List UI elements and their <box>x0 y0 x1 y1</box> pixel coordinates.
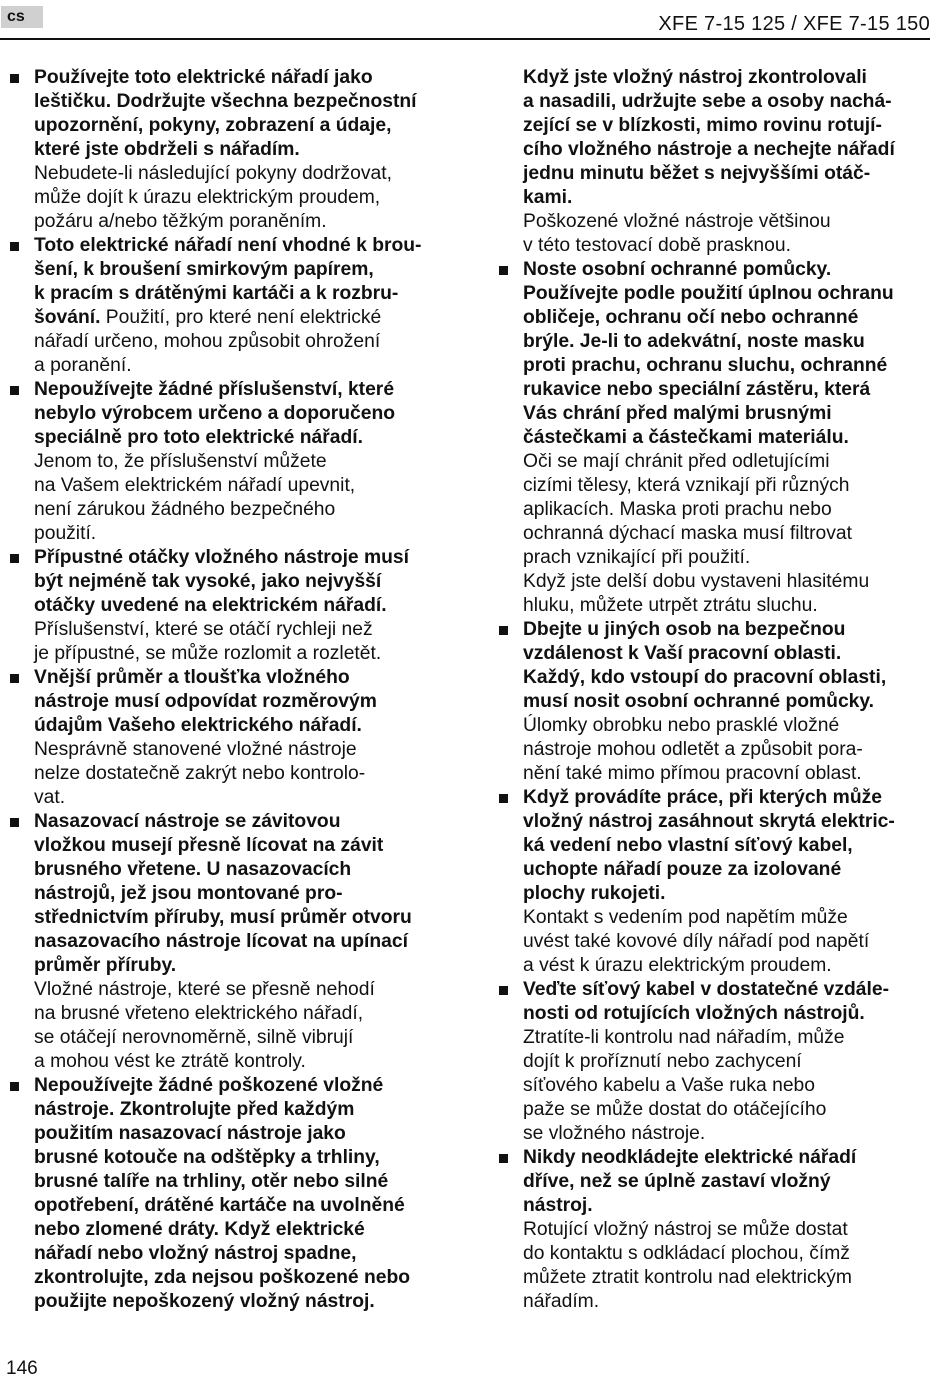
warning-text: Noste osobní ochranné pomůcky. <box>523 259 832 280</box>
warning-text: Dbejte u jiných osob na bezpečnou <box>523 619 846 640</box>
warning-text: průměr příruby. <box>34 955 177 976</box>
warning-text: a nasadili, udržujte sebe a osoby nachá- <box>523 91 892 112</box>
header-divider <box>0 38 930 40</box>
list-item <box>499 258 931 618</box>
warning-text: použijte nepoškozený vložný nástroj. <box>34 1291 375 1312</box>
square-bullet-icon <box>499 1154 508 1163</box>
square-bullet-icon <box>10 386 19 395</box>
explanation-text: se vložného nástroje. <box>523 1123 706 1144</box>
square-bullet-icon <box>10 74 19 83</box>
right-column <box>499 66 931 1314</box>
square-bullet-icon <box>499 794 508 803</box>
explanation-text: Když jste delší dobu vystaveni hlasitému <box>523 571 870 592</box>
explanation-text: Rotující vložný nástroj se může dostat <box>523 1219 848 1240</box>
explanation-text: ochranná dýchací maska musí filtrovat <box>523 523 852 544</box>
explanation-text: v této testovací době prasknou. <box>523 235 791 256</box>
warning-text: speciálně pro toto elektrické nářadí. <box>34 427 363 448</box>
explanation-text: prach vznikající při použití. <box>523 547 751 568</box>
warning-text: plochy rukojeti. <box>523 883 666 904</box>
square-bullet-icon <box>10 674 19 683</box>
list-item <box>499 618 931 786</box>
left-column <box>10 66 450 1314</box>
warning-text: upozornění, pokyny, zobrazení a údaje, <box>34 115 392 136</box>
explanation-text: je přípustné, se může rozlomit a rozletět. <box>34 643 382 664</box>
mixed-line <box>34 306 450 330</box>
warning-text: Nasazovací nástroje se závitovou <box>34 811 341 832</box>
warning-text: které jste obdrželi s nářadím. <box>34 139 300 160</box>
warning-text: opotřebení, drátěné kartáče na uvolněné <box>34 1195 405 1216</box>
explanation-text: použití. <box>34 523 97 544</box>
warning-text: Používejte podle použití úplnou ochranu <box>523 283 894 304</box>
warning-text: vložný nástroj zasáhnout skrytá elektric- <box>523 811 895 832</box>
warning-text: nástroj. <box>523 1195 593 1216</box>
warning-text: nasazovacího nástroje lícovat na upínací <box>34 931 408 952</box>
list-item <box>10 666 450 810</box>
warning-text: šování. <box>34 307 101 328</box>
explanation-text: a mohou vést ke ztrátě kontroly. <box>34 1051 306 1072</box>
explanation-text: požáru a/nebo těžkým poraněním. <box>34 211 327 232</box>
warning-text: kami. <box>523 187 573 208</box>
page-number: 146 <box>6 1358 38 1379</box>
warning-text: Vás chrání před malými brusnými <box>523 403 832 424</box>
warning-text: musí nosit osobní ochranné pomůcky. <box>523 691 875 712</box>
list-item <box>499 978 931 1146</box>
warning-text: brusné kotouče na odštěpky a trhliny, <box>34 1147 380 1168</box>
explanation-text: uvést také kovové díly nářadí pod napětí <box>523 931 870 952</box>
warning-text: obličeje, ochranu očí nebo ochranné <box>523 307 859 328</box>
square-bullet-icon <box>10 242 19 251</box>
warning-text: zkontrolujte, zda nejsou poškozené nebo <box>34 1267 411 1288</box>
list-item <box>10 66 450 234</box>
explanation-text: můžete ztratit kontrolu nad elektrickým <box>523 1267 852 1288</box>
list-item <box>499 786 931 978</box>
language-badge: cs <box>1 6 43 28</box>
explanation-text: Kontakt s vedením pod napětím může <box>523 907 848 928</box>
warning-text: cího vložného nástroje a nechejte nářadí <box>523 139 895 160</box>
warning-text: nástrojů, jež jsou montované pro- <box>34 883 343 904</box>
explanation-text: cizími tělesy, která vznikají při různých <box>523 475 850 496</box>
explanation-text: nění také mimo přímou pracovní oblast. <box>523 763 862 784</box>
explanation-text: dojít k proříznutí nebo zachycení <box>523 1051 802 1072</box>
warning-text: brýle. Je-li to adekvátní, noste masku <box>523 331 865 352</box>
square-bullet-icon <box>499 626 508 635</box>
explanation-text: vat. <box>34 787 66 808</box>
list-item <box>499 1146 931 1314</box>
warning-text: Každý, kdo vstoupí do pracovní oblasti, <box>523 667 887 688</box>
square-bullet-icon <box>10 818 19 827</box>
square-bullet-icon <box>499 266 508 275</box>
explanation-text: nástroje mohou odletět a způsobit pora- <box>523 739 863 760</box>
warning-text: brusného vřetene. U nasazovacích <box>34 859 352 880</box>
list-item <box>10 810 450 1074</box>
explanation-text: a poranění. <box>34 355 132 376</box>
explanation-text: Nesprávně stanovené vložné nástroje <box>34 739 357 760</box>
explanation-text: není zárukou žádného bezpečného <box>34 499 336 520</box>
explanation-text: nářadím. <box>523 1291 600 1312</box>
document-title: XFE 7-15 125 / XFE 7-15 150 <box>658 13 930 35</box>
explanation-text: na Vašem elektrickém nářadí upevnit, <box>34 475 356 496</box>
warning-text: otáčky uvedené na elektrickém nářadí. <box>34 595 387 616</box>
warning-text: Když provádíte práce, při kterých může <box>523 787 882 808</box>
explanation-text: Jenom to, že příslušenství můžete <box>34 451 327 472</box>
explanation-text: na brusné vřeteno elektrického nářadí, <box>34 1003 364 1024</box>
warning-text: nebylo výrobcem určeno a doporučeno <box>34 403 396 424</box>
explanation-text: Ztratíte-li kontrolu nad nářadím, může <box>523 1027 845 1048</box>
warning-text: Nikdy neodkládejte elektrické nářadí <box>523 1147 857 1168</box>
explanation-text: aplikacích. Maska proti prachu nebo <box>523 499 832 520</box>
warning-text: leštičku. Dodržujte všechna bezpečnostní <box>34 91 417 112</box>
explanation-text: hluku, můžete utrpět ztrátu sluchu. <box>523 595 818 616</box>
explanation-text: Poškozené vložné nástroje většinou <box>523 211 831 232</box>
explanation-text: Vložné nástroje, které se přesně nehodí <box>34 979 375 1000</box>
explanation-text: nářadí určeno, mohou způsobit ohrožení <box>34 331 381 352</box>
warning-text: nástroje musí odpovídat rozměrovým <box>34 691 377 712</box>
warning-text: Toto elektrické nářadí není vhodné k brou- <box>34 235 422 256</box>
warning-text: Přípustné otáčky vložného nástroje musí <box>34 547 410 568</box>
list-item <box>10 546 450 666</box>
explanation-text: Nebudete-li následující pokyny dodržovat, <box>34 163 392 184</box>
warning-text: k pracím s drátěnými kartáči a k rozbru- <box>34 283 399 304</box>
warning-text: nosti od rotujících vložných nástrojů. <box>523 1003 865 1024</box>
warning-text: šení, k broušení smirkovým papírem, <box>34 259 374 280</box>
warning-text: nářadí nebo vložný nástroj spadne, <box>34 1243 357 1264</box>
warning-text: částečkami a částečkami materiálu. <box>523 427 849 448</box>
warning-text: Když jste vložný nástroj zkontrolovali <box>523 67 867 88</box>
warning-text: jednu minutu běžet s nejvyššími otáč- <box>523 163 871 184</box>
explanation-text: paže se může dostat do otáčejícího <box>523 1099 827 1120</box>
warning-text: Veďte síťový kabel v dostatečné vzdále- <box>523 979 890 1000</box>
explanation-text: nelze dostatečně zakrýt nebo kontrolo- <box>34 763 366 784</box>
warning-text: proti prachu, ochranu sluchu, ochranné <box>523 355 888 376</box>
list-item <box>10 378 450 546</box>
list-item <box>10 1074 450 1314</box>
warning-text: údajům Vašeho elektrického nářadí. <box>34 715 362 736</box>
square-bullet-icon <box>10 554 19 563</box>
warning-text: střednictvím příruby, musí průměr otvoru <box>34 907 412 928</box>
warning-text: brusné talíře na trhliny, otěr nebo silné <box>34 1171 389 1192</box>
warning-text: být nejméně tak vysoké, jako nejvyšší <box>34 571 382 592</box>
explanation-text: Použití, pro které není elektrické <box>100 307 382 328</box>
warning-text: nástroje. Zkontrolujte před každým <box>34 1099 355 1120</box>
warning-text: rukavice nebo speciální zástěru, která <box>523 379 871 400</box>
list-item-continuation <box>499 66 931 258</box>
explanation-text: Úlomky obrobku nebo prasklé vložné <box>523 715 840 736</box>
warning-text: Používejte toto elektrické nářadí jako <box>34 67 373 88</box>
explanation-text: síťového kabelu a Vaše ruka nebo <box>523 1075 816 1096</box>
explanation-text: Oči se mají chránit před odletujícími <box>523 451 830 472</box>
explanation-text: do kontaktu s odkládací plochou, čímž <box>523 1243 850 1264</box>
warning-text: ká vedení nebo vlastní síťový kabel, <box>523 835 853 856</box>
warning-text: Nepoužívejte žádné poškozené vložné <box>34 1075 384 1096</box>
explanation-text: může dojít k úrazu elektrickým proudem, <box>34 187 381 208</box>
warning-text: vzdálenost k Vaší pracovní oblasti. <box>523 643 842 664</box>
list-item <box>10 234 450 378</box>
warning-text: zející se v blízkosti, mimo rovinu rotují- <box>523 115 882 136</box>
explanation-text: se otáčejí nerovnoměrně, silně vibrují <box>34 1027 354 1048</box>
warning-text: použitím nasazovací nástroje jako <box>34 1123 346 1144</box>
warning-text: nebo zlomené dráty. Když elektrické <box>34 1219 365 1240</box>
warning-text: dříve, než se úplně zastaví vložný <box>523 1171 831 1192</box>
warning-text: uchopte nářadí pouze za izolované <box>523 859 842 880</box>
square-bullet-icon <box>499 986 508 995</box>
explanation-text: a vést k úrazu elektrickým proudem. <box>523 955 832 976</box>
warning-text: Nepoužívejte žádné příslušenství, které <box>34 379 395 400</box>
warning-text: vložkou musejí přesně lícovat na závit <box>34 835 384 856</box>
square-bullet-icon <box>10 1082 19 1091</box>
explanation-text: Příslušenství, které se otáčí rychleji než <box>34 619 373 640</box>
warning-text: Vnější průměr a tloušťka vložného <box>34 667 350 688</box>
